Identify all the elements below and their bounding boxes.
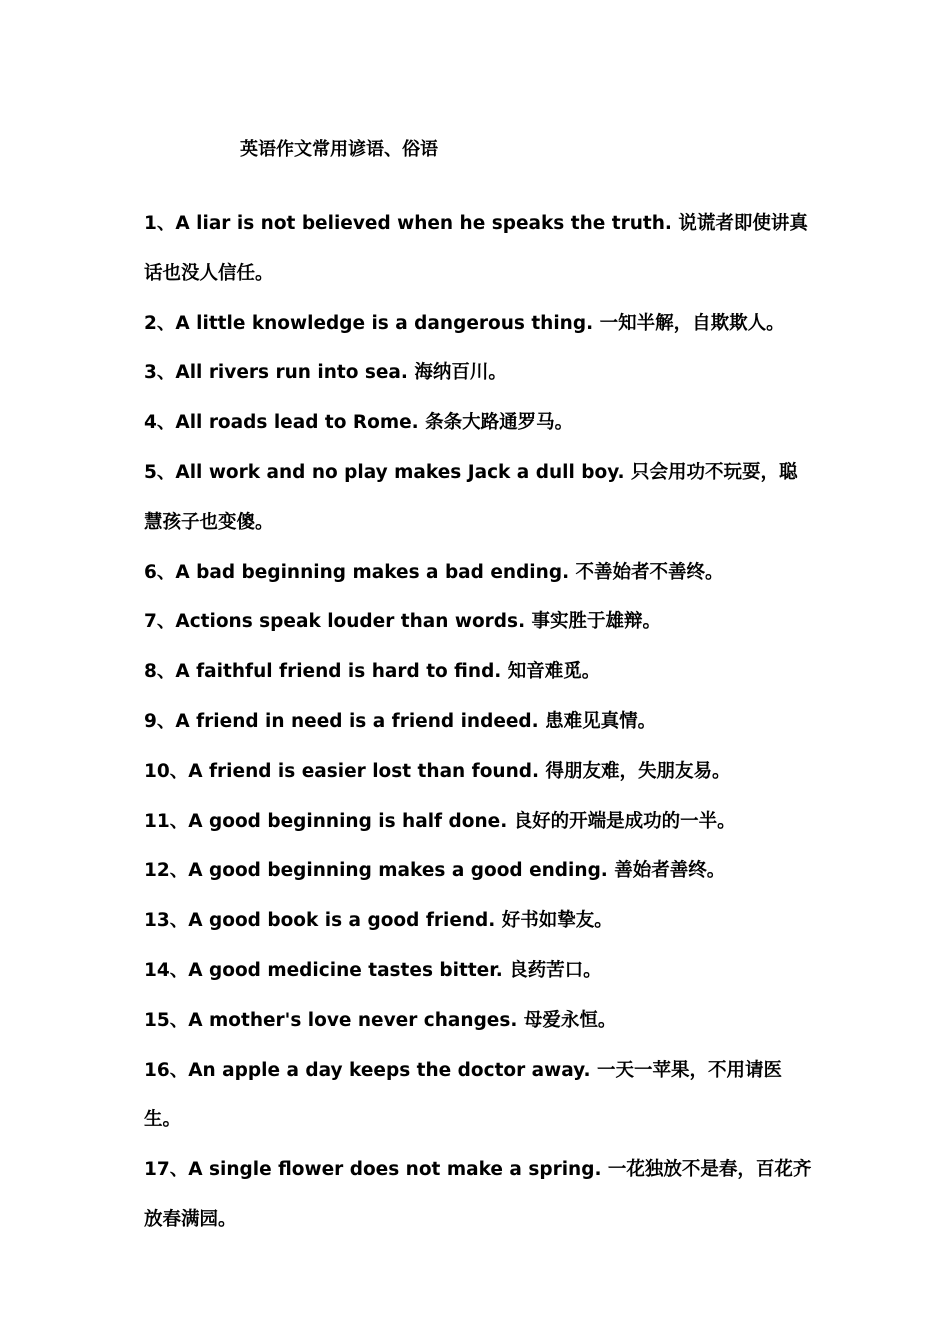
proverb-item: 11、A good beginning is half done. 良好的开端是成功的一半。 [144,810,736,832]
proverb-item: 15、A mother's love never changes. 母爱永恒。 [144,1009,617,1031]
proverb-list [144,199,814,1245]
proverb-item: 2、A little knowledge is a dangerous thing. 一知半解，自欺欺人。 [144,312,785,334]
proverb-item: 5、All work and no play makes Jack a dull boy. 只会用功不玩耍，聪慧孩子也变傻。 [144,461,798,533]
proverb-item: 9、A friend in need is a friend indeed. 患难见真情。 [144,710,657,732]
proverb-item: 10、A friend is easier lost than found. 得朋友难，失朋友易。 [144,760,731,782]
proverb-item: 7、Actions speak louder than words. 事实胜于雄辩。 [144,611,662,633]
proverb-item: 3、All rivers run into sea. 海纳百川。 [144,362,507,384]
proverb-item: 16、An apple a day keeps the doctor away. 一天一苹果，不用请医生。 [144,1059,783,1131]
proverb-item: 14、A good medicine tastes bitter. 良药苦口。 [144,959,602,981]
proverb-item: 8、A faithful friend is hard to find. 知音难觅。 [144,661,601,683]
proverb-item: 13、A good book is a good friend. 好书如挚友。 [144,910,613,932]
proverb-item: 1、A liar is not believed when he speaks the truth. 说谎者即使讲真话也没人信任。 [144,213,808,284]
proverb-item: 12、A good beginning makes a good ending. 善始者善终。 [144,860,726,882]
document-title: 英语作文常用谚语、俗语 [240,139,438,160]
proverb-item: 6、A bad beginning makes a bad ending. 不善始者不善终。 [144,561,724,583]
proverb-item: 17、A single flower does not make a spring. 一花独放不是春，百花齐放春满园。 [144,1159,812,1230]
proverb-item: 4、All roads lead to Rome. 条条大路通罗马。 [144,412,574,434]
